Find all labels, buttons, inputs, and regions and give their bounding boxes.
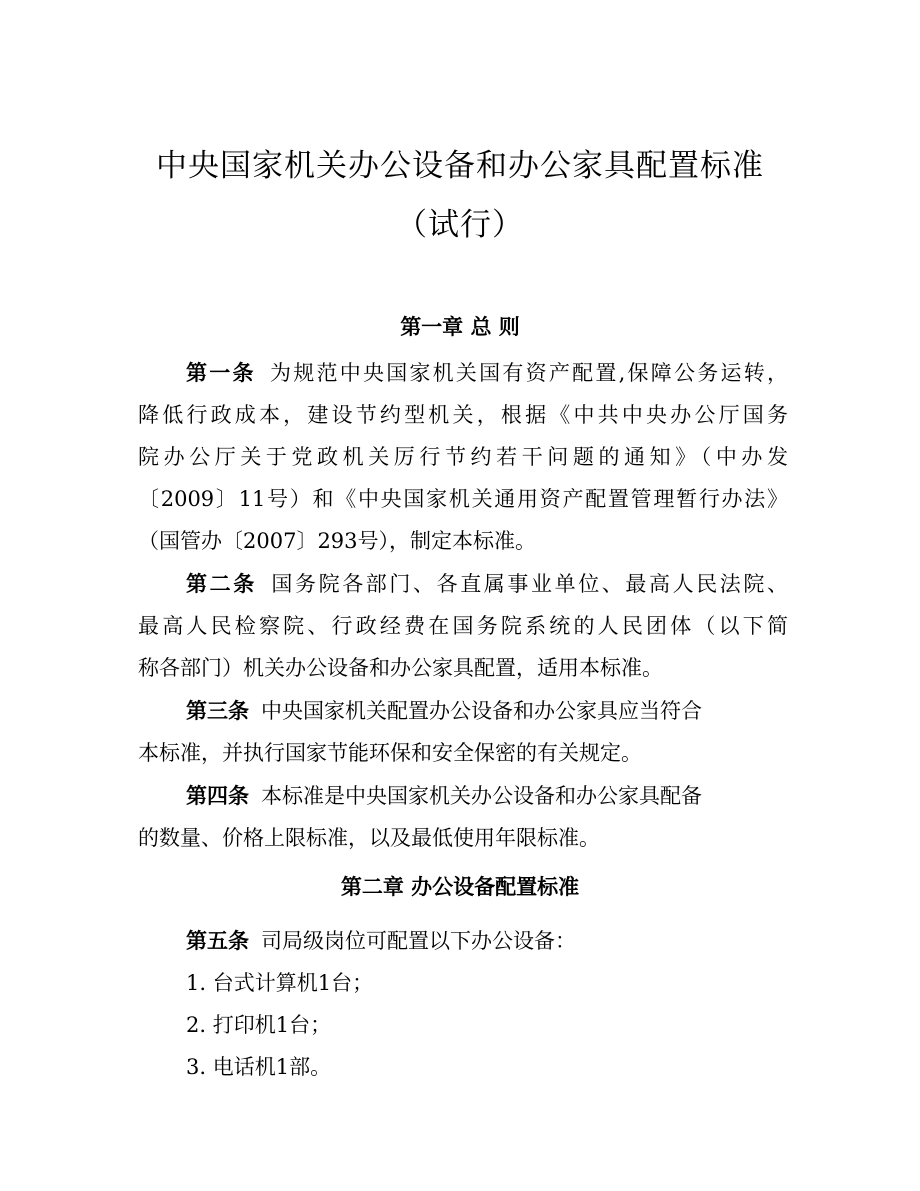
article-3-line-2: 本标准，并执行国家节能环保和安全保密的有关规定。	[138, 741, 642, 765]
article-2-text: 国务院各部门、各直属事业单位、最高人民法院、	[268, 572, 789, 596]
article-5-text: 司局级岗位可配置以下办公设备：	[261, 929, 576, 953]
article-2-line-3: 称各部门）机关办公设备和办公家具配置，适用本标准。	[138, 656, 663, 680]
chapter-heading-1: 第一章 总 则	[400, 315, 520, 339]
list-item: 1. 台式计算机1台；	[186, 971, 374, 995]
article-1-text: 为规范中央国家机关国有资产配置,保障公务运转，	[267, 361, 788, 385]
chapter-heading-2: 第二章 办公设备配置标准	[340, 875, 580, 899]
list-item: 2. 打印机1台；	[186, 1013, 332, 1037]
article-4-line-2: 的数量、价格上限标准，以及最低使用年限标准。	[138, 826, 600, 850]
article-4-text: 本标准是中央国家机关办公设备和办公家具配备	[261, 784, 702, 808]
article-1-line-2: 降低行政成本，建设节约型机关，根据《中共中央办公厅国务	[138, 403, 788, 427]
document-title: 中央国家机关办公设备和办公家具配置标准	[156, 148, 764, 184]
article-5-label: 第五条	[186, 929, 249, 953]
article-2-label: 第二条	[186, 572, 257, 596]
list-item: 3. 电话机1部。	[186, 1055, 332, 1079]
article-2-line-1	[186, 571, 788, 597]
article-4-label: 第四条	[186, 784, 249, 808]
article-3-line-1	[186, 698, 788, 724]
article-1-line-4: 〔2009〕11号）和《中央国家机关通用资产配置管理暂行办法》	[138, 487, 788, 511]
article-1-label: 第一条	[186, 361, 256, 385]
article-1-line-5: （国管办〔2007〕293号），制定本标准。	[138, 529, 537, 553]
article-3-label: 第三条	[186, 699, 249, 723]
document-subtitle: （试行）	[396, 207, 524, 243]
article-1-line-1	[186, 360, 788, 386]
article-2-line-2: 最高人民检察院、行政经费在国务院系统的人民团体（以下简	[138, 614, 788, 638]
article-4-line-1	[186, 783, 788, 809]
article-1-line-3: 院办公厅关于党政机关厉行节约若干问题的通知》（中办发	[138, 445, 788, 469]
article-3-text: 中央国家机关配置办公设备和办公家具应当符合	[261, 699, 702, 723]
article-5-line-1	[186, 928, 788, 954]
